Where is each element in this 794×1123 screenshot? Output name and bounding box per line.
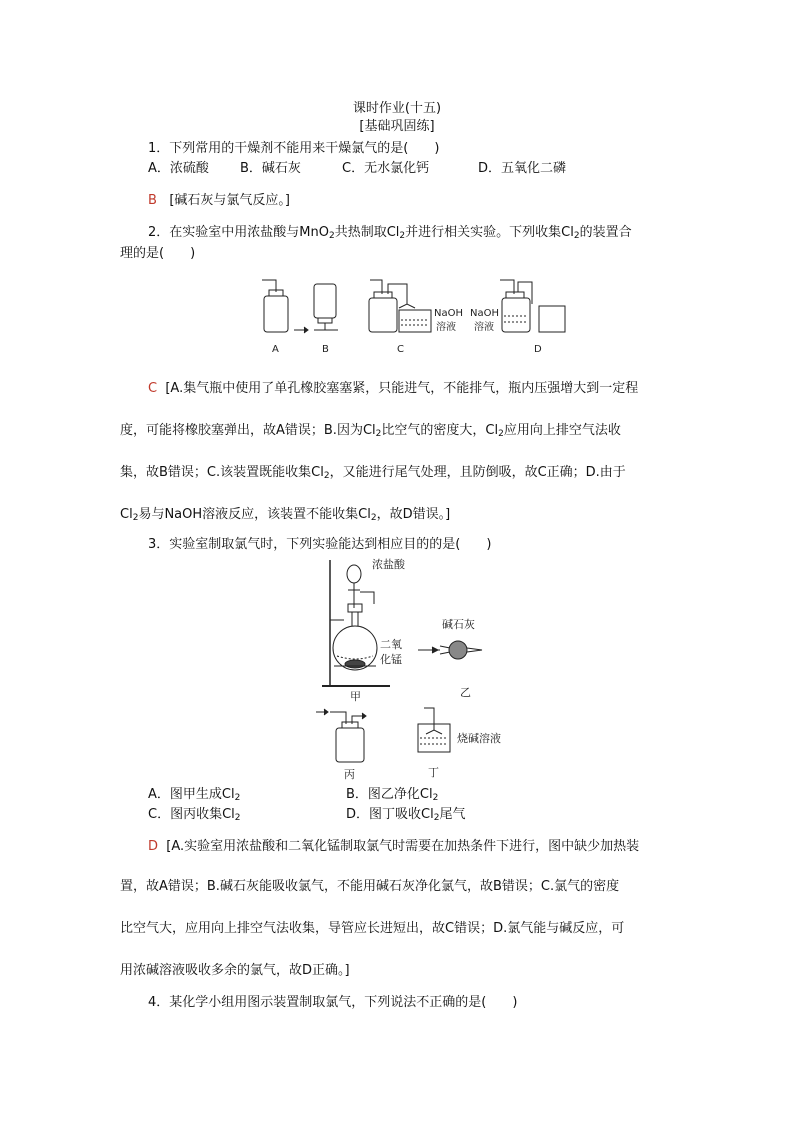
q2-exp-line2: 度，可能将橡胶塞弹出，故A错误；B.因为$Cl_2$比空气的密度大，$Cl_2$应用向上排空气法收 — [120, 423, 621, 439]
q2-figure — [252, 270, 572, 356]
q2-stem: 2．在实验室中用浓盐酸与MnO$_2$共热制取$Cl_2$并进行相关实验。下列收集$Cl_2$的装置合 — [148, 225, 632, 241]
q2-exp-line1: [A.集气瓶中使用了单孔橡胶塞塞紧，只能进气，不能排气，瓶内压强增大到一定程 — [165, 381, 639, 396]
fig-label-ding: 丁 — [428, 766, 439, 779]
q2-answer-line — [148, 380, 638, 398]
q1-option-b: B．碱石灰 — [240, 161, 301, 176]
apparatus-c — [369, 280, 431, 332]
q1-answer: B — [148, 193, 157, 208]
fig-label-bing: 丙 — [344, 768, 355, 781]
fig-label-conc-hcl: 浓盐酸 — [372, 558, 405, 571]
fig-label-d: D — [534, 344, 542, 355]
q3-exp-line3: 比空气大，应用向上排空气法收集，导管应长进短出，故C错误；D.氯气能与碱反应，可 — [120, 921, 625, 936]
fig-d-naoh: NaOH — [470, 308, 499, 319]
fig-label-c: C — [397, 344, 404, 355]
fig-d-solution: 溶液 — [474, 322, 494, 333]
apparatus-a — [262, 280, 288, 332]
apparatus-b — [314, 284, 338, 330]
q3-exp-line2: 置，故A错误；B.碱石灰能吸收氯气，不能用碱石灰净化氯气，故B错误；C.氯气的密度 — [120, 879, 620, 894]
q1-option-d: D．五氧化二磷 — [478, 161, 567, 176]
apparatus-d — [500, 280, 565, 332]
fig-label-b: B — [322, 344, 329, 355]
q1-option-a: A．浓硫酸 — [148, 161, 209, 176]
fig-label-jia: 甲 — [350, 690, 361, 703]
q3-option-d: D．图丁吸收$Cl_2$尾气 — [346, 807, 466, 823]
section-heading: [基础巩固练] — [359, 119, 435, 134]
apparatus-ding — [418, 708, 450, 752]
fig-label-mno2-1: 二氧 — [380, 638, 402, 651]
q3-stem: 3．实验室制取氯气时，下列实验能达到相应目的的是( ) — [148, 537, 492, 552]
q2-exp-line4: $Cl_2$易与NaOH溶液反应，该装置不能收集$Cl_2$，故D错误。] — [120, 507, 451, 523]
q1-option-c: C．无水氯化钙 — [342, 161, 430, 176]
q3-answer: D — [148, 839, 159, 854]
q3-option-a: A．图甲生成$Cl_2$ — [148, 787, 241, 803]
q3-option-c: C．图丙收集$Cl_2$ — [148, 807, 241, 823]
q2-exp-line3: 集，故B错误；C.该装置既能收集$Cl_2$，又能进行尾气处理，且防倒吸，故C正确；D.由于 — [120, 465, 626, 481]
apparatus-yi — [418, 641, 482, 659]
q3-exp-line1: [A.实验室用浓盐酸和二氧化锰制取氯气时需要在加热条件下进行，图中缺少加热装 — [166, 839, 640, 854]
q1-stem: 1．下列常用的干燥剂不能用来干燥氯气的是( ) — [148, 141, 440, 156]
apparatus-jia — [322, 560, 390, 686]
q4-stem: 4．某化学小组用图示装置制取氯气，下列说法不正确的是( ) — [148, 995, 518, 1010]
fig-label-mno2-2: 化锰 — [380, 653, 402, 666]
fig-c-solution: 溶液 — [436, 322, 456, 333]
q3-answer-line — [148, 838, 639, 856]
q1-explanation: [碱石灰与氯气反应。] — [169, 193, 290, 208]
fig-label-yi: 乙 — [460, 686, 471, 699]
q3-option-b: B．图乙净化$Cl_2$ — [346, 787, 439, 803]
fig-label-a: A — [272, 344, 279, 355]
fig-label-soda-lime: 碱石灰 — [442, 618, 475, 631]
apparatus-bing — [316, 709, 366, 762]
q1-answer-line — [148, 192, 290, 210]
q3-exp-line4: 用浓碱溶液吸收多余的氯气，故D正确。] — [120, 963, 350, 978]
q3-figure — [312, 556, 512, 782]
fig-label-naoh-sol: 烧碱溶液 — [457, 732, 501, 745]
fig-c-naoh: NaOH — [434, 308, 463, 319]
page-title: 课时作业(十五) — [352, 101, 442, 116]
q2-answer: C — [148, 381, 158, 396]
q2-stem-line2: 理的是( ) — [120, 246, 196, 261]
